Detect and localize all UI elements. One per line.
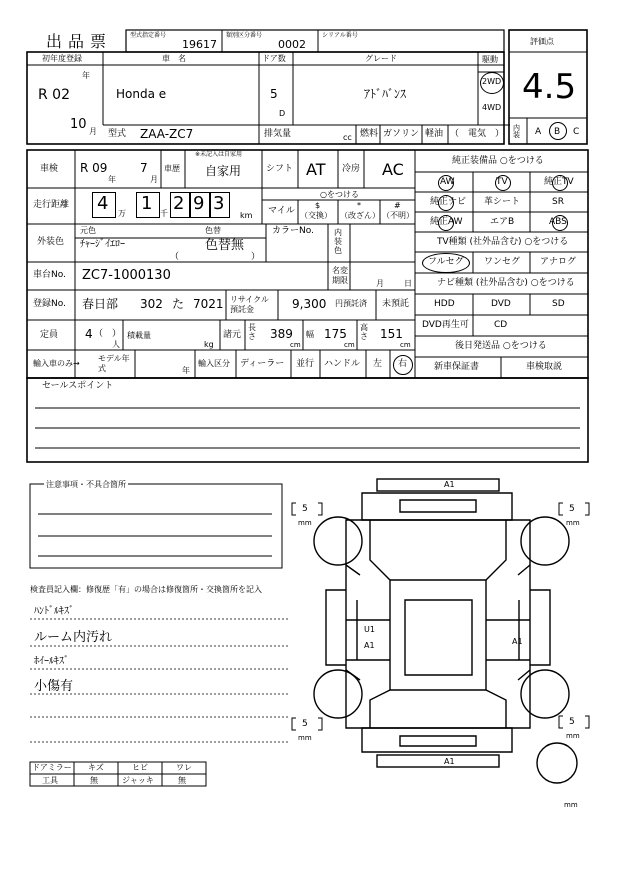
color-orig-label: 元色 — [80, 226, 96, 235]
tire-depth: 5 — [302, 504, 308, 514]
equip-aw: AW — [440, 177, 455, 187]
damage-label: A1 — [444, 480, 455, 489]
mileage-opt-tamper: （改ざん） — [340, 211, 380, 220]
interior-label: 内装 — [513, 124, 520, 139]
mileage-opt-unknown: （不明） — [382, 211, 414, 220]
length-value: 389 — [270, 327, 293, 341]
tv-analog: アナログ — [540, 257, 577, 267]
mileage-digit: 1 — [141, 193, 153, 214]
chassis-value: ZC7-1000130 — [82, 268, 171, 283]
sen-unit: 千 — [160, 209, 168, 218]
equip-tv-circle — [495, 175, 511, 191]
mileage-opt-tamper-sym: * — [357, 201, 361, 210]
fuel-other: （ 電気 ） — [450, 129, 505, 139]
first-reg-month: 10 — [70, 117, 87, 132]
import-only-label: 輸入車のみ→ — [33, 359, 80, 368]
missing-header: ワレ — [176, 763, 192, 772]
inspection-year-unit: 年 — [108, 175, 116, 184]
mileage-digit: 3 — [213, 193, 225, 214]
note-line: 小傷有 — [34, 679, 74, 694]
interior-color-label: 内装色 — [334, 228, 342, 255]
inspection-label: 車検 — [40, 164, 59, 174]
color-name-value: 色替無 — [205, 238, 245, 253]
km-unit: km — [240, 211, 253, 220]
fuel-gasoline: ガソリン — [383, 129, 420, 139]
missing-cell: 無 — [90, 776, 98, 785]
reg-class: 302 — [140, 297, 163, 311]
capacity-paren: （ ） — [94, 329, 122, 339]
mileage-opt-unknown-sym: # — [394, 201, 401, 210]
color-orig-value: ﾁｬｰｼﾞｲｴﾛｰ — [80, 239, 125, 250]
handle-left: 左 — [373, 359, 383, 369]
month-unit: 月 — [89, 127, 97, 136]
doors-label: ドア数 — [262, 54, 286, 63]
equip-genuine-aw: 純正AW — [430, 217, 463, 227]
grade-label: グレード — [365, 54, 397, 63]
use-label: 車歴 — [164, 164, 180, 173]
shift-value: AT — [306, 160, 326, 179]
equip-airbag: エアB — [490, 217, 515, 227]
navi-dvd-play: DVD再生可 — [422, 320, 469, 330]
capacity-value: 4 — [85, 327, 93, 341]
equip-genuine-tv-circle — [552, 175, 568, 191]
tv-fullseg-circle — [422, 253, 470, 273]
navi-sd: SD — [552, 299, 565, 309]
inspector-label: 検査員記入欄：修復歴「有」の場合は修復箇所・交換箇所を記入 — [30, 585, 262, 594]
interior-a: A — [535, 127, 542, 137]
tire-unit: mm — [298, 734, 312, 742]
inspection-month-unit: 月 — [150, 175, 158, 184]
ac-label: 冷房 — [342, 164, 361, 174]
capacity-unit: 人 — [112, 340, 120, 349]
import-type-label: 輸入区分 — [198, 359, 230, 368]
interior-b-circle — [549, 122, 567, 140]
doors-value: 5 — [270, 87, 278, 101]
missing-cell: ジャッキ — [122, 776, 154, 785]
length-label: 長さ — [248, 323, 256, 341]
import-parallel: 並行 — [296, 359, 315, 369]
name-change-month-unit: 月 — [376, 279, 384, 288]
year-unit: 年 — [82, 71, 90, 80]
handle-right-circle — [393, 355, 413, 375]
damage-label: A1 — [444, 757, 455, 766]
recycle-unpaid: 未預託 — [382, 299, 410, 309]
tv-header: TV種類 (社外品含む) ○をつける — [437, 237, 569, 247]
drive-label: 駆動 — [482, 55, 498, 64]
car-diagram — [314, 479, 577, 783]
recycle-value: 9,300 — [292, 297, 327, 311]
caution-label: 注意事項・不具合箇所 — [46, 480, 126, 489]
equip-genuine-navi-circle — [438, 195, 454, 211]
reg-kana: た — [172, 297, 185, 311]
serial-label: シリアル番号 — [322, 32, 358, 39]
docs-manual: 車検取説 — [526, 362, 563, 372]
inspection-era: R 09 — [80, 161, 108, 175]
load-unit: kg — [204, 340, 214, 349]
navi-header: ナビ種類 (社外品含む) ○をつける — [437, 278, 575, 288]
height-label: 高さ — [360, 323, 368, 341]
docs-header: 後日発送品 ○をつける — [455, 341, 547, 351]
model-designation-value: 19617 — [182, 38, 217, 51]
damage-label: A1 — [512, 637, 523, 646]
tire-unit: mm — [566, 519, 580, 527]
category-label: 類別区分番号 — [226, 32, 263, 39]
man-unit: 万 — [118, 209, 126, 218]
shift-label: シフト — [266, 164, 294, 174]
missing-cell: 工具 — [42, 776, 58, 785]
mileage-label: 走行距離 — [33, 200, 70, 210]
capacity-label: 定員 — [40, 330, 59, 340]
navi-dvd: DVD — [491, 299, 511, 309]
damage-label: A1 — [364, 641, 375, 650]
name-change-day-unit: 日 — [404, 279, 412, 288]
equip-abs-circle — [552, 215, 568, 231]
equip-abs: ABS — [549, 217, 567, 227]
length-unit: cm — [290, 341, 301, 349]
use-value: 自家用 — [205, 164, 242, 178]
import-dealer: ディーラー — [240, 359, 285, 369]
color-paren: （ ） — [170, 252, 261, 262]
equip-aw-circle — [438, 175, 454, 191]
docs-warranty: 新車保証書 — [434, 362, 480, 372]
form-title: 出品票 — [46, 32, 113, 51]
tire-depth: 5 — [302, 719, 308, 729]
score-label: 評価点 — [530, 37, 554, 46]
use-note: ※未記入は自家用 — [195, 151, 243, 158]
tire-unit: mm — [566, 732, 580, 740]
grade-value: ｱﾄﾞﾊﾞﾝｽ — [364, 87, 407, 101]
tire-depth: 5 — [569, 717, 575, 727]
interior-c: C — [573, 127, 580, 137]
model-designation-label: 型式指定番号 — [130, 32, 167, 39]
genuine-header: 純正装備品 ○をつける — [452, 156, 544, 166]
load-label: 積載量 — [127, 331, 151, 340]
damage-label: U1 — [364, 625, 375, 634]
tv-fullseg: フルセグ — [428, 257, 464, 267]
tire-unit: mm — [298, 519, 312, 527]
first-reg-era: R 02 — [38, 87, 70, 103]
note-line: ﾊﾝﾄﾞﾙｷｽﾞ — [34, 606, 74, 617]
mileage-digit: 2 — [173, 193, 185, 214]
colorno-label: カラーNo. — [272, 226, 314, 236]
car-name: Honda e — [116, 87, 167, 101]
height-unit: cm — [400, 341, 411, 349]
score-value: 4.5 — [522, 67, 577, 107]
reg-number: 7021 — [193, 297, 224, 311]
color-label: 外装色 — [37, 237, 65, 247]
equip-genuine-navi: 純正ナビ — [430, 197, 467, 207]
width-value: 175 — [324, 327, 347, 341]
fuel-diesel: 軽油 — [425, 129, 444, 139]
missing-header: ドアミラー — [32, 763, 72, 772]
tv-oneseg: ワンセグ — [484, 257, 521, 267]
mileage-opt-exchange-sym: $ — [315, 201, 321, 210]
spare-tire-unit: mm — [564, 801, 578, 809]
color-name-label: 色替 — [205, 226, 221, 235]
width-unit: cm — [344, 341, 355, 349]
width-label: 幅 — [306, 330, 314, 339]
drive-4wd: 4WD — [482, 103, 502, 112]
fuel-label: 燃料 — [360, 129, 379, 139]
note-line: ルーム内汚れ — [34, 630, 113, 645]
displacement-label: 排気量 — [264, 129, 292, 139]
model-label: 型式 — [108, 129, 127, 139]
car-name-label: 車 名 — [162, 54, 186, 63]
equip-leather: 革シート — [484, 197, 521, 207]
equip-tv: TV — [496, 177, 508, 187]
tire-depth: 5 — [569, 504, 575, 514]
missing-cell: 無 — [178, 776, 186, 785]
missing-header: キズ — [88, 763, 104, 772]
sales-point-label: セールスポイント — [42, 381, 114, 391]
equip-sr: SR — [552, 197, 564, 207]
height-value: 151 — [380, 327, 403, 341]
mileage-opt-exchange: （交換） — [300, 211, 332, 220]
handle-label: ハンドル — [324, 359, 361, 369]
model-year-label: モデル年式 — [98, 354, 130, 373]
note-line: ﾎｲｰﾙｷｽﾞ — [34, 656, 69, 667]
reg-label: 登録No. — [33, 299, 66, 309]
doors-suffix: D — [279, 109, 286, 118]
mileage-circle-note: ○をつける — [320, 190, 359, 199]
mileage-opt-mile: マイル — [268, 206, 295, 216]
inspection-month: 7 — [140, 161, 148, 175]
chassis-label: 車台No. — [33, 270, 66, 280]
reg-city: 春日部 — [82, 297, 119, 311]
first-reg-label: 初年度登録 — [42, 54, 82, 63]
mileage-digit: 9 — [193, 193, 205, 214]
recycle-unit: 円預託済 — [335, 299, 367, 308]
navi-hdd: HDD — [434, 299, 455, 309]
equip-genuine-aw-circle — [438, 215, 454, 231]
missing-header: ヒビ — [132, 763, 148, 772]
model-year-suffix: 年 — [182, 366, 190, 375]
displacement-unit: cc — [343, 133, 352, 142]
drive-2wd: 2WD — [482, 77, 502, 86]
equip-genuine-tv: 純正TV — [544, 177, 574, 187]
mileage-digit: 4 — [97, 193, 109, 214]
dims-label: 諸元 — [223, 330, 242, 340]
navi-cd: CD — [494, 320, 508, 330]
recycle-label: リサイクル預託金 — [230, 295, 269, 314]
model-value: ZAA-ZC7 — [140, 127, 194, 141]
drive-2wd-circle — [480, 72, 504, 94]
name-change-label: 名変期限 — [332, 266, 348, 285]
interior-b: B — [554, 127, 561, 137]
ac-value: AC — [382, 160, 404, 179]
handle-right: 右 — [398, 359, 408, 369]
category-value: 0002 — [278, 38, 306, 51]
